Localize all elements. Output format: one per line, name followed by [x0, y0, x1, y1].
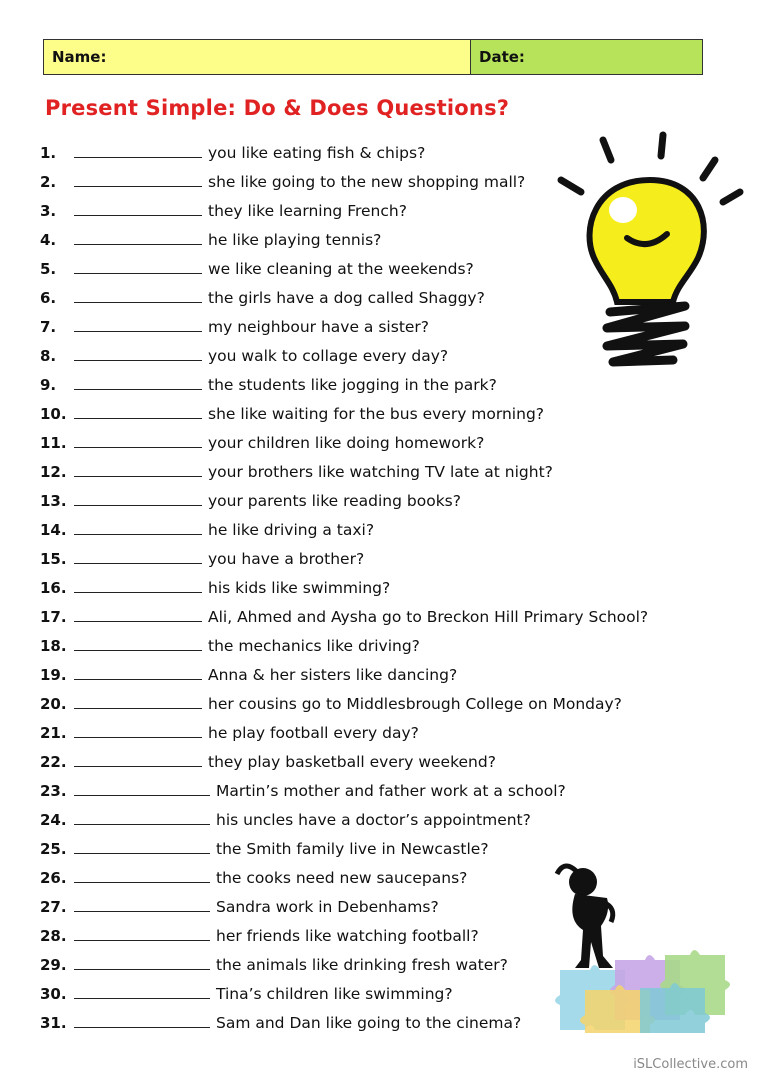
question-number: 30.	[40, 985, 67, 1003]
question-number: 5.	[40, 260, 57, 278]
answer-blank[interactable]	[74, 404, 202, 419]
answer-blank[interactable]	[74, 694, 202, 709]
question-row	[40, 462, 740, 491]
question-row	[40, 694, 740, 723]
name-field[interactable]	[44, 40, 471, 74]
answer-blank[interactable]	[74, 926, 210, 941]
question-row	[40, 578, 740, 607]
question-text: the girls have a dog called Shaggy?	[208, 289, 485, 307]
question-text: my neighbour have a sister?	[208, 318, 430, 336]
question-text: we like cleaning at the weekends?	[208, 260, 474, 278]
answer-blank[interactable]	[74, 172, 202, 187]
answer-blank[interactable]	[74, 578, 202, 593]
question-number: 28.	[40, 927, 67, 945]
answer-blank[interactable]	[74, 839, 210, 854]
question-number: 26.	[40, 869, 67, 887]
worksheet-title: Present Simple: Do & Does Questions?	[45, 96, 510, 120]
question-row	[40, 404, 740, 433]
answer-blank[interactable]	[74, 433, 202, 448]
answer-blank[interactable]	[74, 549, 202, 564]
answer-blank[interactable]	[74, 752, 202, 767]
question-row	[40, 752, 740, 781]
answer-blank[interactable]	[74, 781, 210, 796]
answer-blank[interactable]	[74, 375, 202, 390]
question-row	[40, 607, 740, 636]
answer-blank[interactable]	[74, 897, 210, 912]
question-number: 21.	[40, 724, 67, 742]
question-number: 13.	[40, 492, 67, 510]
answer-blank[interactable]	[74, 1013, 210, 1028]
question-row	[40, 549, 740, 578]
question-text: your children like doing homework?	[208, 434, 485, 452]
question-number: 6.	[40, 289, 57, 307]
puzzle-figure-icon	[545, 860, 735, 1035]
answer-blank[interactable]	[74, 607, 202, 622]
question-text: he play football every day?	[208, 724, 419, 742]
question-text: your parents like reading books?	[208, 492, 461, 510]
question-number: 20.	[40, 695, 67, 713]
question-text: his uncles have a doctor’s appointment?	[216, 811, 531, 829]
question-number: 29.	[40, 956, 67, 974]
answer-blank[interactable]	[74, 723, 202, 738]
question-text: Tina’s children like swimming?	[216, 985, 453, 1003]
question-text: the Smith family live in Newcastle?	[216, 840, 489, 858]
question-number: 12.	[40, 463, 67, 481]
question-row	[40, 433, 740, 462]
question-number: 14.	[40, 521, 67, 539]
question-row	[40, 665, 740, 694]
answer-blank[interactable]	[74, 462, 202, 477]
question-row	[40, 491, 740, 520]
question-row	[40, 723, 740, 752]
question-text: the animals like drinking fresh water?	[216, 956, 508, 974]
question-row	[40, 781, 740, 810]
question-number: 15.	[40, 550, 67, 568]
date-label: Date:	[479, 48, 525, 66]
question-text: she like going to the new shopping mall?	[208, 173, 526, 191]
answer-blank[interactable]	[74, 491, 202, 506]
question-number: 9.	[40, 376, 57, 394]
question-text: her cousins go to Middlesbrough College on Monday?	[208, 695, 622, 713]
question-row	[40, 520, 740, 549]
question-number: 17.	[40, 608, 67, 626]
question-text: they like learning French?	[208, 202, 407, 220]
answer-blank[interactable]	[74, 346, 202, 361]
question-row	[40, 810, 740, 839]
question-text: Anna & her sisters like dancing?	[208, 666, 458, 684]
question-number: 31.	[40, 1014, 67, 1032]
answer-blank[interactable]	[74, 665, 202, 680]
question-text: Martin’s mother and father work at a school?	[216, 782, 566, 800]
question-text: her friends like watching football?	[216, 927, 479, 945]
answer-blank[interactable]	[74, 810, 210, 825]
question-text: you like eating fish & chips?	[208, 144, 426, 162]
question-number: 8.	[40, 347, 57, 365]
date-field[interactable]	[471, 40, 702, 74]
question-number: 2.	[40, 173, 57, 191]
question-text: the students like jogging in the park?	[208, 376, 497, 394]
question-text: Sandra work in Debenhams?	[216, 898, 439, 916]
light-bulb-icon	[555, 130, 745, 380]
footer-watermark: iSLCollective.com	[633, 1057, 748, 1072]
question-number: 10.	[40, 405, 67, 423]
question-number: 24.	[40, 811, 67, 829]
question-number: 27.	[40, 898, 67, 916]
answer-blank[interactable]	[74, 955, 210, 970]
answer-blank[interactable]	[74, 230, 202, 245]
answer-blank[interactable]	[74, 520, 202, 535]
question-number: 22.	[40, 753, 67, 771]
question-text: your brothers like watching TV late at night?	[208, 463, 553, 481]
question-row	[40, 636, 740, 665]
question-text: Sam and Dan like going to the cinema?	[216, 1014, 522, 1032]
answer-blank[interactable]	[74, 259, 202, 274]
question-text: his kids like swimming?	[208, 579, 391, 597]
question-number: 16.	[40, 579, 67, 597]
question-text: she like waiting for the bus every morning?	[208, 405, 545, 423]
question-text: he like playing tennis?	[208, 231, 382, 249]
answer-blank[interactable]	[74, 636, 202, 651]
question-text: you have a brother?	[208, 550, 365, 568]
question-text: the mechanics like driving?	[208, 637, 420, 655]
answer-blank[interactable]	[74, 317, 202, 332]
question-number: 23.	[40, 782, 67, 800]
question-text: they play basketball every weekend?	[208, 753, 496, 771]
answer-blank[interactable]	[74, 143, 202, 158]
question-number: 1.	[40, 144, 57, 162]
answer-blank[interactable]	[74, 984, 210, 999]
header-bar	[43, 39, 703, 75]
answer-blank[interactable]	[74, 201, 202, 216]
question-text: you walk to collage every day?	[208, 347, 449, 365]
question-text: he like driving a taxi?	[208, 521, 375, 539]
question-number: 4.	[40, 231, 57, 249]
question-number: 19.	[40, 666, 67, 684]
question-text: Ali, Ahmed and Aysha go to Breckon Hill Primary School?	[208, 608, 649, 626]
answer-blank[interactable]	[74, 868, 210, 883]
question-number: 18.	[40, 637, 67, 655]
question-number: 3.	[40, 202, 57, 220]
question-number: 7.	[40, 318, 57, 336]
question-number: 11.	[40, 434, 67, 452]
name-label: Name:	[52, 48, 107, 66]
question-number: 25.	[40, 840, 67, 858]
answer-blank[interactable]	[74, 288, 202, 303]
question-text: the cooks need new saucepans?	[216, 869, 468, 887]
